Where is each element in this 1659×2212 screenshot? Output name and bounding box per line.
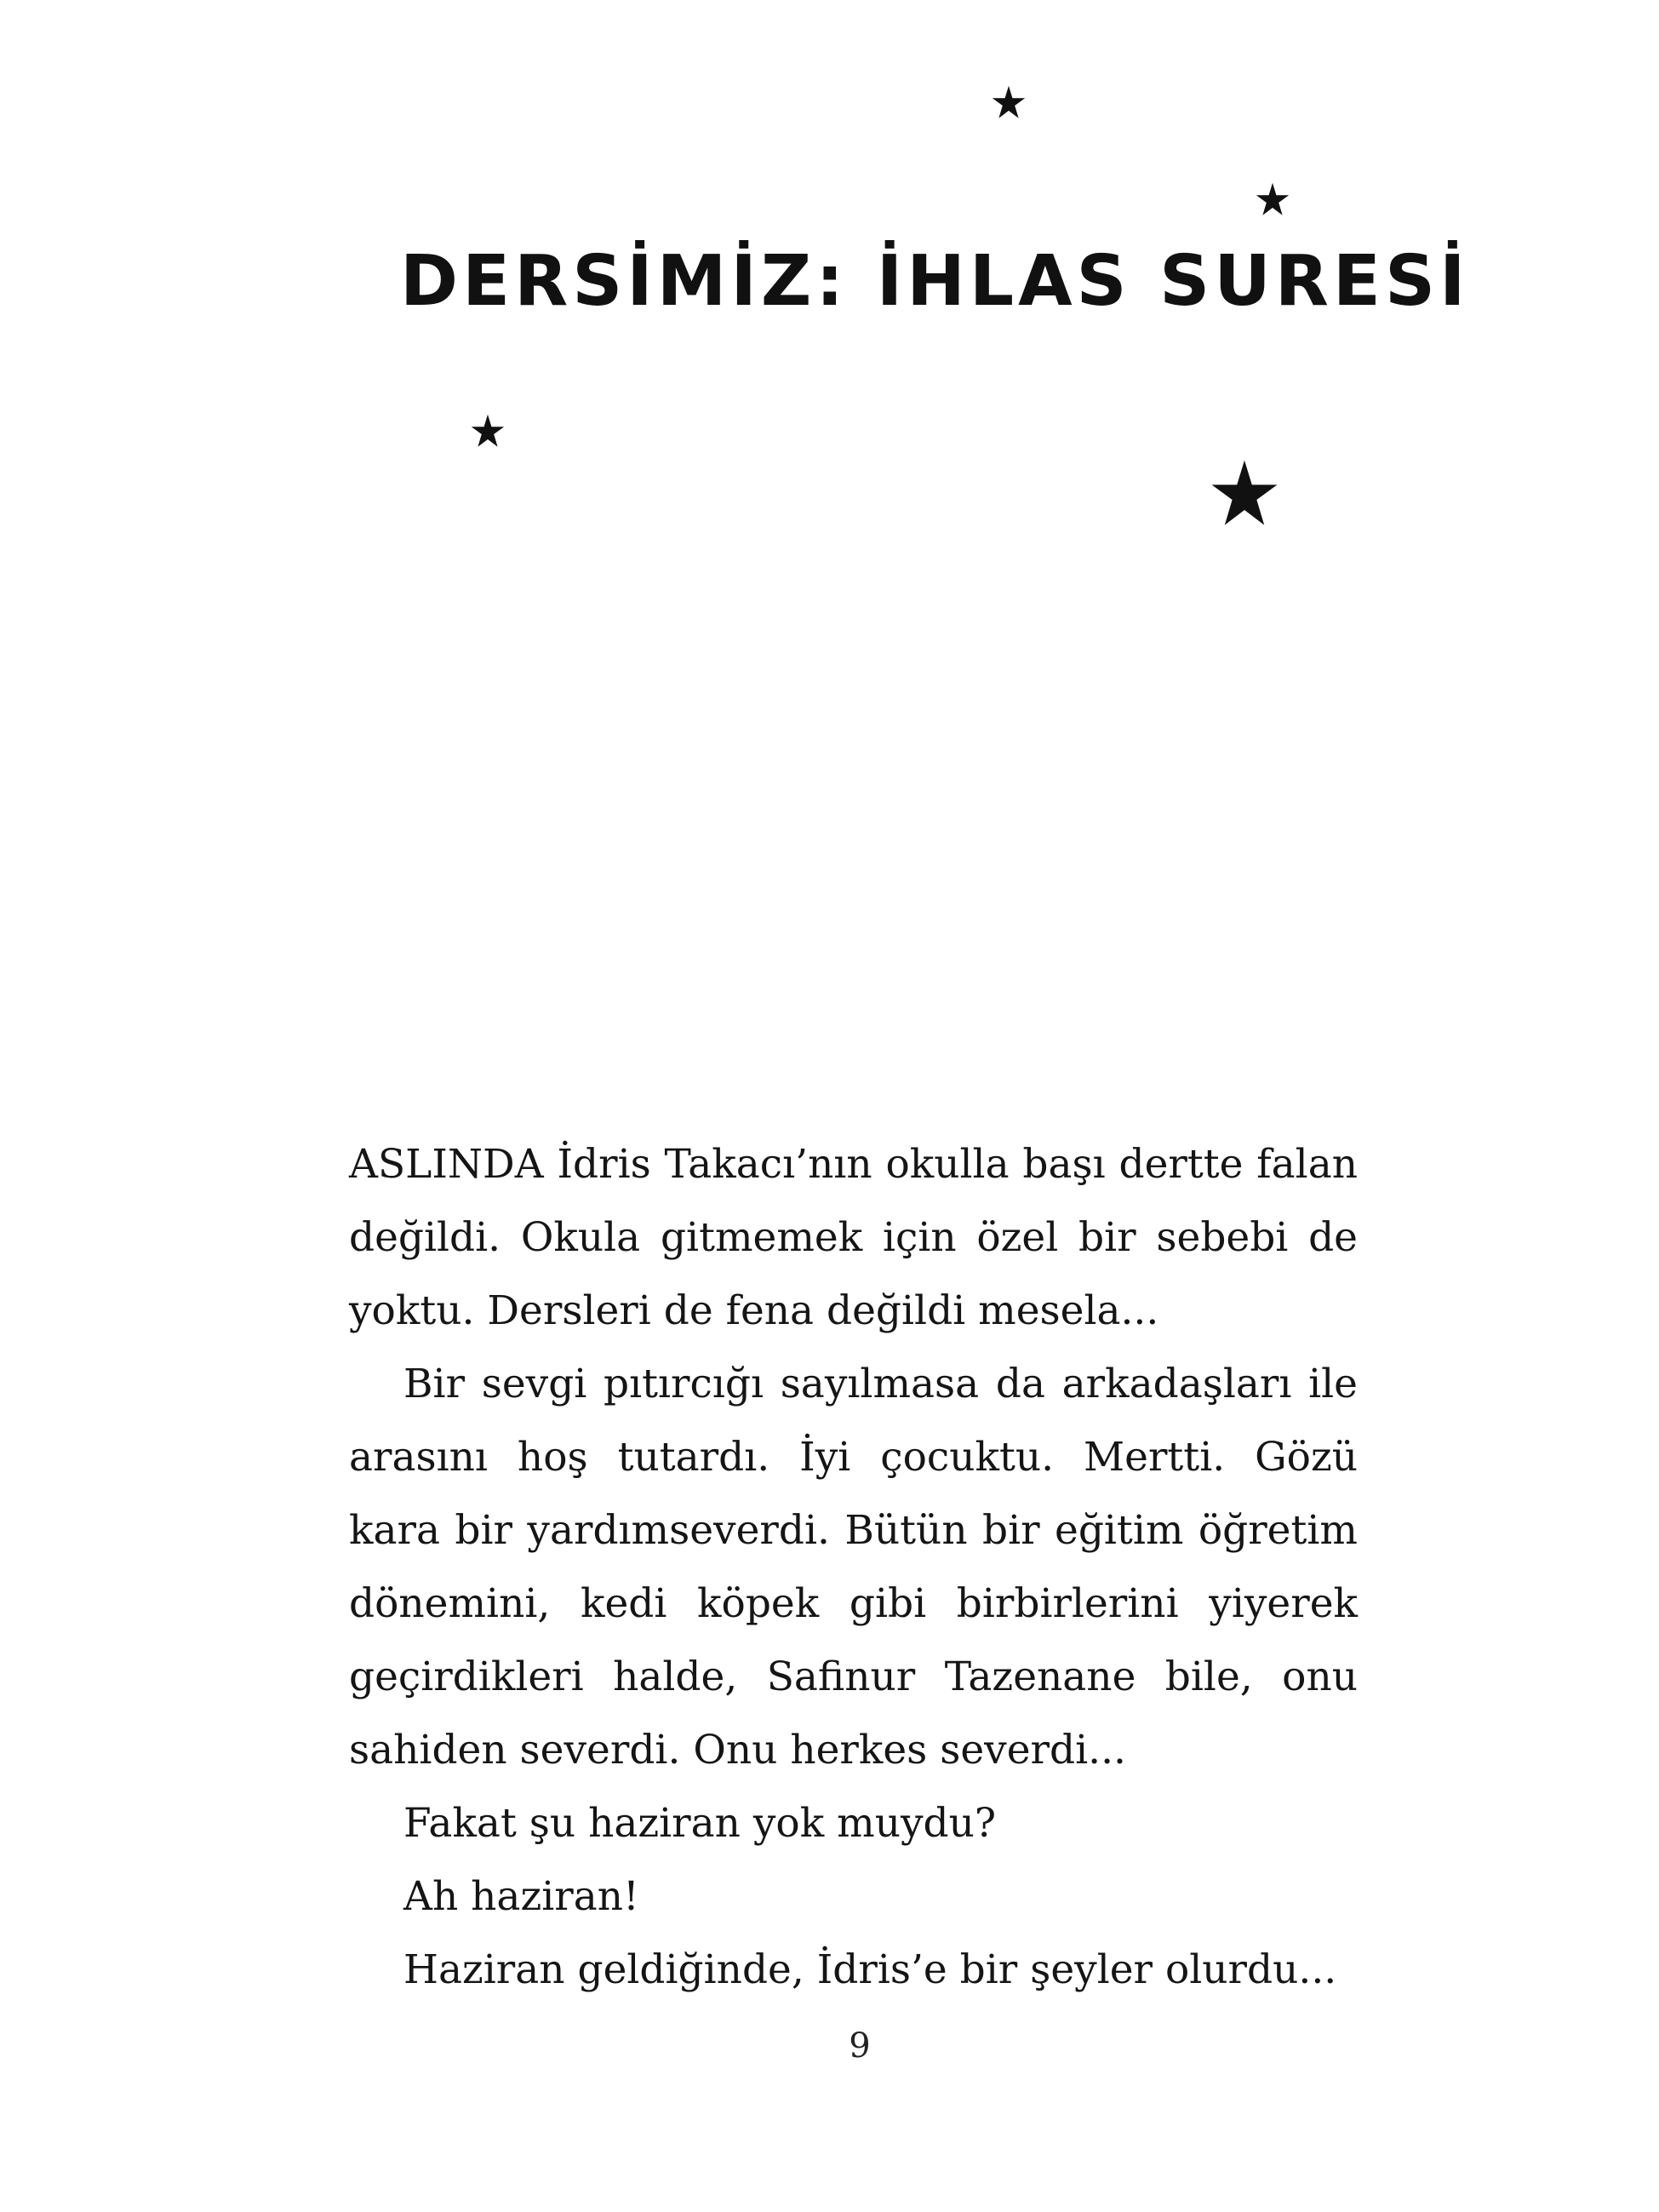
paragraph: Ah haziran!: [403, 1873, 639, 1920]
body-text: [349, 1128, 1358, 2007]
star-icon: [992, 83, 1026, 121]
paragraph: Bir sevgi pıtırcığı sayılmasa da arkadaşları ile arasını hoş tutardı. İyi çocuktu. Mertti. Gözü kara bir yardımseverdi. Bütün bir eğitim öğretim dönemini, kedi köpek gibi birbirlerini yiyerek geçirdikleri halde, Safinur Tazenane bile, onu sahiden severdi. Onu herkes severdi...: [349, 1361, 1358, 1774]
star-icon: [471, 413, 505, 449]
paragraph: Haziran geldiğinde, İdris’e bir şeyler olurdu...: [403, 1946, 1337, 1993]
paragraph: Fakat şu haziran yok muydu?: [403, 1800, 997, 1847]
star-icon: [1256, 181, 1290, 217]
paragraph: ASLINDA İdris Takacı’nın okulla başı dertte falan değildi. Okula gitmemek için özel bir sebebi de yoktu. Dersleri de fena değildi mesela...: [349, 1141, 1358, 1334]
star-icon: [1210, 456, 1279, 530]
page-number: 9: [849, 2026, 871, 2066]
chapter-title: DERSİMİZ: İHLAS SURESİ: [400, 241, 1470, 322]
